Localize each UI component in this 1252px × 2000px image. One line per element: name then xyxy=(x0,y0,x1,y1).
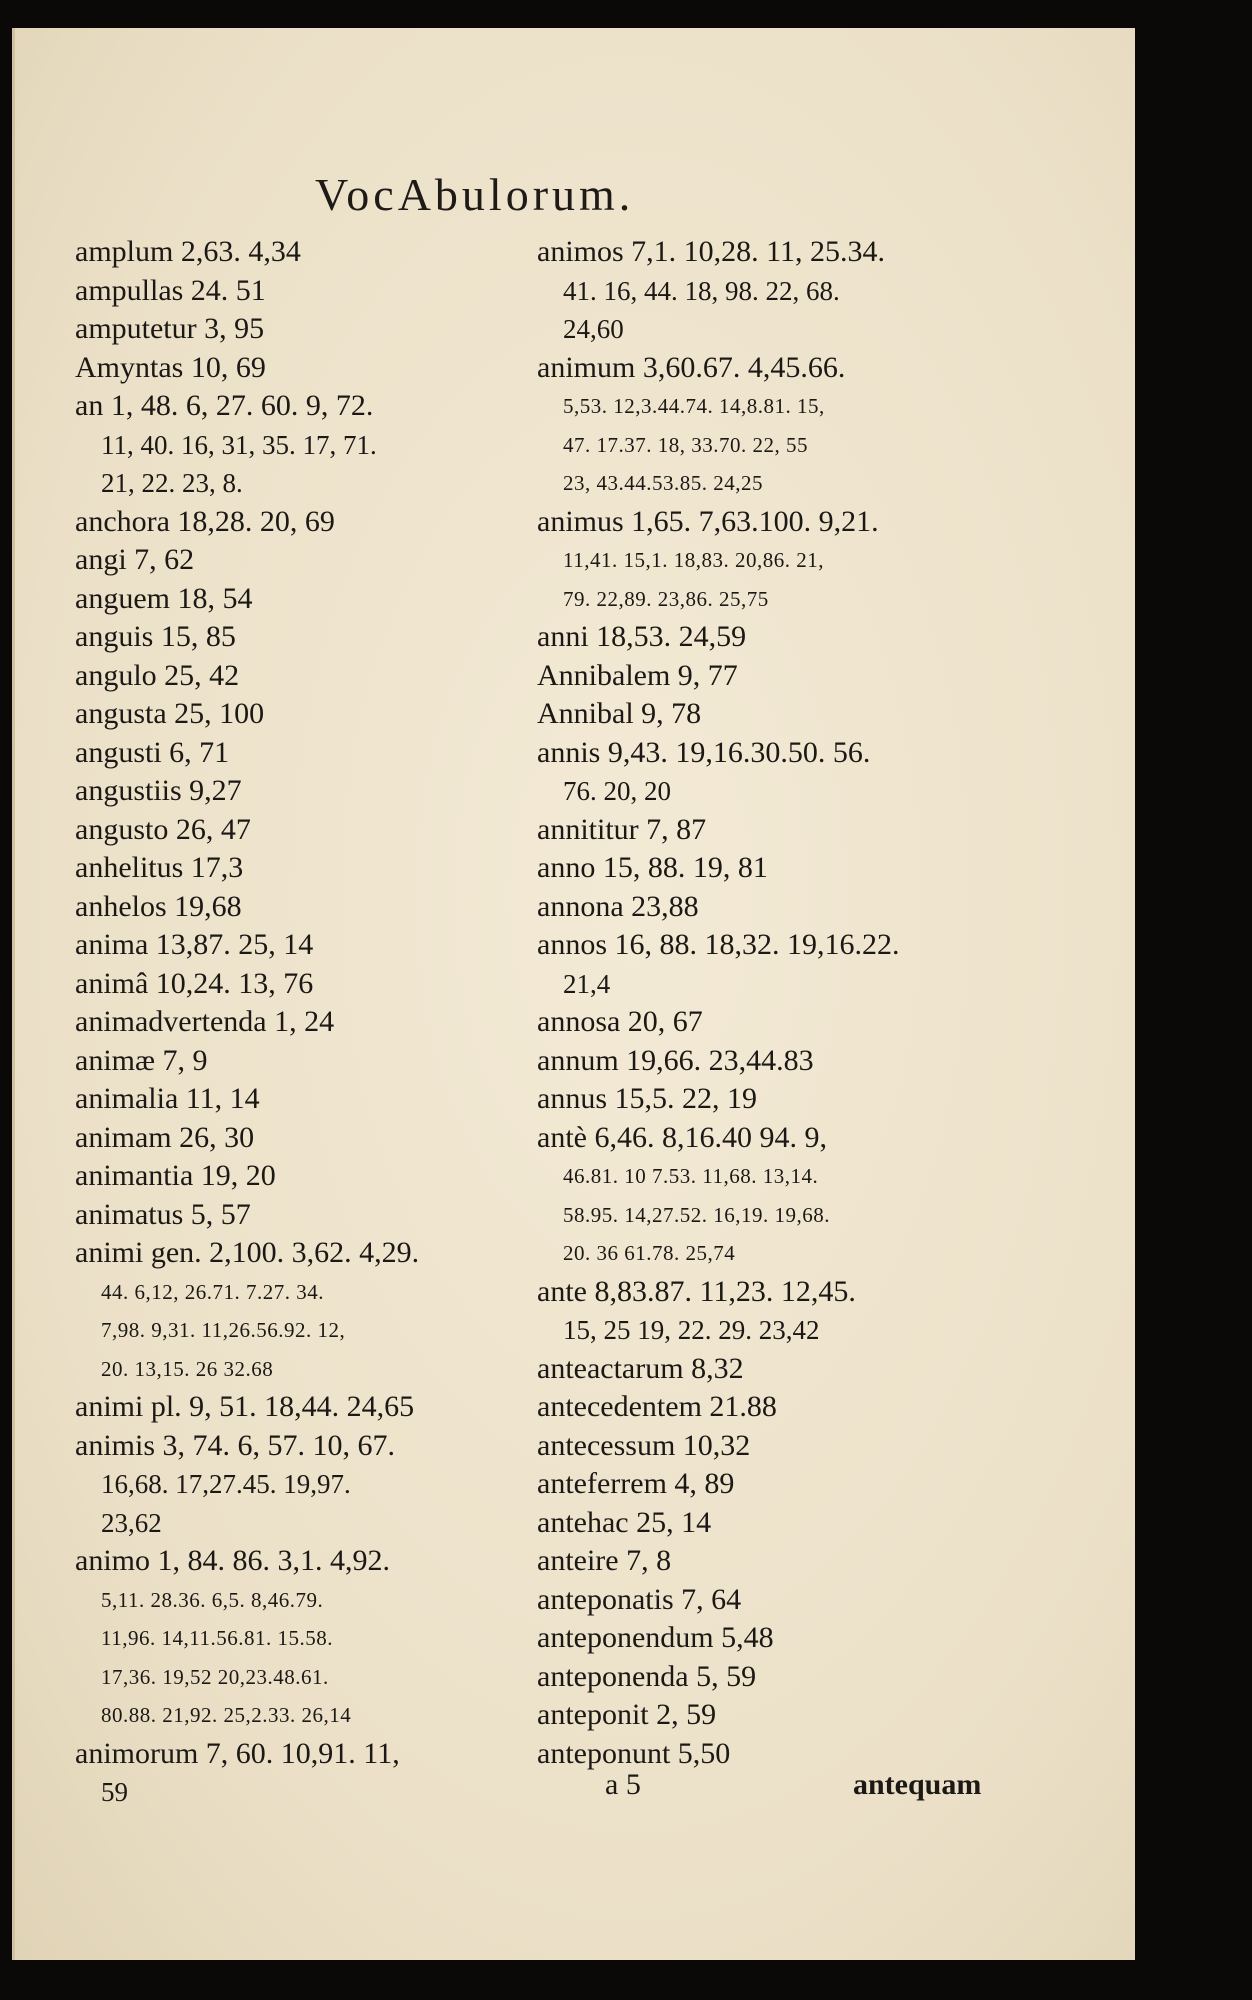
index-entry: antecessum 10,32 xyxy=(537,1428,751,1462)
index-entry: anhelos 19,68 xyxy=(75,889,242,923)
index-entry: anteponenda 5, 59 xyxy=(537,1659,757,1693)
index-entry: 47. 17.37. 18, 33.70. 22, 55 xyxy=(563,432,808,457)
index-entry: animi pl. 9, 51. 18,44. 24,65 xyxy=(75,1390,415,1423)
index-entry: 11, 40. 16, 31, 35. 17, 71. xyxy=(101,429,377,460)
index-entry: anhelitus 17,3 xyxy=(75,851,244,884)
index-entry: 58.95. 14,27.52. 16,19. 19,68. xyxy=(563,1202,830,1227)
index-entry: 21, 22. 23, 8. xyxy=(101,468,243,498)
index-entry: an 1, 48. 6, 27. 60. 9, 72. xyxy=(75,389,374,422)
index-entry: 5,11. 28.36. 6,5. 8,46.79. xyxy=(101,1587,324,1612)
index-entry: 15, 25 19, 22. 29. 23,42 xyxy=(563,1315,820,1345)
index-entry: 20. 36 61.78. 25,74 xyxy=(563,1241,736,1265)
book-page xyxy=(12,28,1135,1960)
index-entry: angusto 26, 47 xyxy=(75,812,251,846)
index-entry: angustiis 9,27 xyxy=(75,774,242,807)
index-entry: animalia 11, 14 xyxy=(75,1082,260,1115)
index-entry: animorum 7, 60. 10,91. 11, xyxy=(75,1736,400,1770)
index-entry: animantia 19, 20 xyxy=(75,1159,276,1192)
index-entry: 11,41. 15,1. 18,83. 20,86. 21, xyxy=(563,548,824,572)
index-entry: 59 xyxy=(101,1777,128,1807)
index-entry: angi 7, 62 xyxy=(75,543,195,576)
index-entry: 80.88. 21,92. 25,2.33. 26,14 xyxy=(101,1703,352,1727)
index-entry: 21,4 xyxy=(563,968,611,999)
index-entry: ante 8,83.87. 11,23. 12,45. xyxy=(537,1274,856,1308)
index-entry: animus 1,65. 7,63.100. 9,21. xyxy=(537,504,879,538)
right-column xyxy=(537,233,1057,1773)
index-entry: anno 15, 88. 19, 81 xyxy=(537,851,768,884)
index-entry: 17,36. 19,52 20,23.48.61. xyxy=(101,1664,329,1689)
index-entry: annum 19,66. 23,44.83 xyxy=(537,1043,814,1077)
index-entry: 76. 20, 20 xyxy=(563,776,671,806)
index-entry: annosa 20, 67 xyxy=(537,1005,703,1038)
index-entry: 41. 16, 44. 18, 98. 22, 68. xyxy=(563,275,840,306)
index-entry: anima 13,87. 25, 14 xyxy=(75,928,314,961)
index-entry: anteire 7, 8 xyxy=(537,1544,672,1577)
index-entry: anteponunt 5,50 xyxy=(537,1736,731,1770)
index-entry: annis 9,43. 19,16.30.50. 56. xyxy=(537,735,871,769)
index-entry: animum 3,60.67. 4,45.66. xyxy=(537,350,846,384)
index-entry: amplum 2,63. 4,34 xyxy=(75,235,301,268)
index-entry: anni 18,53. 24,59 xyxy=(537,620,747,653)
index-entry: 24,60 xyxy=(563,314,624,344)
index-entry: annus 15,5. 22, 19 xyxy=(537,1082,757,1115)
index-entry: animis 3, 74. 6, 57. 10, 67. xyxy=(75,1428,395,1462)
index-entry: animadvertenda 1, 24 xyxy=(75,1005,335,1038)
page-header: VocAbulorum. xyxy=(315,169,635,220)
index-entry: Annibal 9, 78 xyxy=(537,697,702,730)
index-entry: antehac 25, 14 xyxy=(537,1505,712,1539)
index-entry: 23,62 xyxy=(101,1507,162,1538)
index-entry: anteactarum 8,32 xyxy=(537,1351,744,1385)
index-entry: 11,96. 14,11.56.81. 15.58. xyxy=(101,1626,333,1650)
index-entry: 5,53. 12,3.44.74. 14,8.81. 15, xyxy=(563,394,825,418)
index-entry: anchora 18,28. 20, 69 xyxy=(75,504,335,538)
index-entry: 20. 13,15. 26 32.68 xyxy=(101,1356,274,1381)
index-entry: antè 6,46. 8,16.40 94. 9, xyxy=(537,1120,827,1154)
index-entry: annititur 7, 87 xyxy=(537,812,707,846)
index-entry: anteponendum 5,48 xyxy=(537,1621,774,1654)
index-entry: antecedentem 21.88 xyxy=(537,1390,777,1423)
index-entry: amputetur 3, 95 xyxy=(75,312,265,345)
index-entry: angusta 25, 100 xyxy=(75,697,265,730)
index-entry: 79. 22,89. 23,86. 25,75 xyxy=(563,586,769,611)
index-entry: angulo 25, 42 xyxy=(75,658,240,692)
index-entry: animæ 7, 9 xyxy=(75,1043,208,1077)
index-entry: anteferrem 4, 89 xyxy=(537,1467,735,1500)
index-entry: annos 16, 88. 18,32. 19,16.22. xyxy=(537,928,900,961)
index-entry: Amyntas 10, 69 xyxy=(75,350,266,384)
index-entry: animos 7,1. 10,28. 11, 25.34. xyxy=(537,235,886,268)
index-entry: anteponit 2, 59 xyxy=(537,1698,717,1731)
index-entry: anguis 15, 85 xyxy=(75,620,236,653)
index-entry: animo 1, 84. 86. 3,1. 4,92. xyxy=(75,1544,390,1577)
index-entry: angusti 6, 71 xyxy=(75,735,230,769)
index-entry: 46.81. 10 7.53. 11,68. 13,14. xyxy=(563,1164,819,1188)
index-entry: anguem 18, 54 xyxy=(75,581,253,615)
index-entry: 44. 6,12, 26.71. 7.27. 34. xyxy=(101,1279,324,1304)
index-entry: 7,98. 9,31. 11,26.56.92. 12, xyxy=(101,1318,346,1342)
index-entry: Annibalem 9, 77 xyxy=(537,658,738,692)
index-entry: 16,68. 17,27.45. 19,97. xyxy=(101,1469,351,1499)
index-entry: animi gen. 2,100. 3,62. 4,29. xyxy=(75,1236,420,1269)
signature-mark: a 5 xyxy=(605,1768,641,1801)
index-entry: animâ 10,24. 13, 76 xyxy=(75,966,314,1000)
index-entry: animam 26, 30 xyxy=(75,1120,255,1154)
catchword: antequam xyxy=(853,1768,982,1801)
index-entry: 23, 43.44.53.85. 24,25 xyxy=(563,471,763,495)
index-entry: ampullas 24. 51 xyxy=(75,273,266,307)
index-entry: annona 23,88 xyxy=(537,889,699,923)
index-entry: anteponatis 7, 64 xyxy=(537,1582,742,1616)
left-column xyxy=(75,233,515,1812)
index-entry: animatus 5, 57 xyxy=(75,1197,251,1231)
